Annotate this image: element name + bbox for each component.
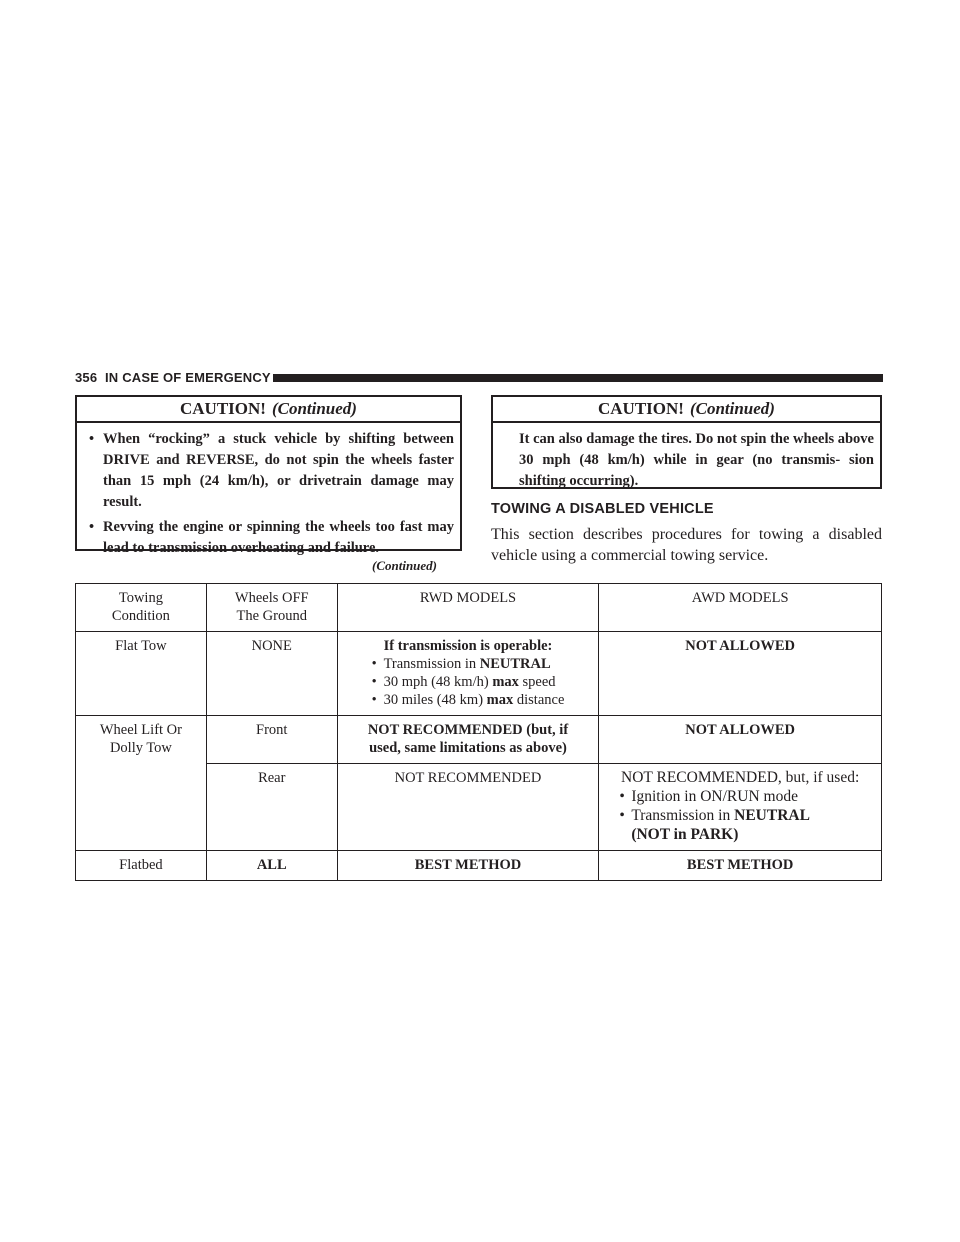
caution-body: It can also damage the tires. Do not spin the wheels above 30 mph (48 km/h) while in gear (no transmis- sion shifting occurring).	[519, 431, 874, 489]
caution-heading	[493, 397, 880, 423]
bullet-icon: •	[619, 788, 625, 805]
section-intro: This section describes procedures for towing a disabled vehicle using a commercial towing service.	[491, 526, 882, 564]
cell-condition: Flat Tow	[76, 632, 207, 716]
table-header-row	[76, 584, 882, 632]
cell-rwd: NOT RECOMMENDED	[337, 764, 599, 851]
caution-continued: (Continued)	[689, 399, 775, 418]
bullet-icon: •	[619, 807, 625, 824]
caution-title: CAUTION!	[598, 399, 684, 418]
bullet-icon: •	[371, 656, 377, 672]
caution-box-left	[75, 395, 462, 556]
cell-wheels: NONE	[206, 632, 337, 716]
list-item: • Transmission in NEUTRAL (NOT in PARK)	[619, 807, 810, 843]
list-item: • Ignition in ON/RUN mode	[619, 788, 798, 805]
caution-bullet	[83, 429, 454, 513]
cell-awd: BEST METHOD	[599, 851, 882, 881]
bullet-icon: •	[371, 674, 377, 690]
header-wheels-off: Wheels OFF The Ground	[206, 584, 337, 632]
cell-rwd: If transmission is operable: • Transmission in NEUTRAL • 30 mph (48 km/h) max speed • 30 miles (48 km) max distance	[337, 632, 599, 716]
cell-awd: NOT ALLOWED	[599, 632, 882, 716]
caution-heading	[77, 397, 460, 423]
cell-awd: NOT ALLOWED	[599, 716, 882, 764]
header-towing-condition: Towing Condition	[76, 584, 207, 632]
table-row	[76, 632, 882, 716]
continued-note: (Continued)	[372, 558, 438, 573]
caution-title: CAUTION!	[180, 399, 266, 418]
caution-bullet-text: Revving the engine or spinning the wheels too fast may lead to transmission overheating and failure.	[103, 519, 454, 556]
list-item: • 30 mph (48 km/h) max speed	[371, 674, 556, 690]
cell-rwd: NOT RECOMMENDED (but, if used, same limitations as above)	[337, 716, 599, 764]
cell-wheels: ALL	[206, 851, 337, 881]
bullet-icon: •	[89, 519, 95, 535]
caution-bullet	[83, 517, 454, 559]
section-heading: TOWING A DISABLED VEHICLE	[491, 501, 714, 517]
list-item: • 30 miles (48 km) max distance	[371, 692, 565, 708]
towing-table	[75, 583, 882, 881]
header-rule	[273, 374, 883, 382]
cell-rwd: BEST METHOD	[337, 851, 599, 881]
cell-wheels: Rear	[206, 764, 337, 851]
caution-bullet-text: When “rocking” a stuck vehicle by shifting between DRIVE and REVERSE, do not spin the wheels faster than 15 mph (24 km/h), or drivetrain damage may result.	[103, 431, 454, 510]
cell-condition: Flatbed	[76, 851, 207, 881]
page-header	[75, 370, 883, 386]
cell-wheels: Front	[206, 716, 337, 764]
cell-condition: Wheel Lift Or Dolly Tow	[76, 716, 207, 851]
section-title: IN CASE OF EMERGENCY	[105, 370, 271, 385]
caution-body	[77, 423, 460, 559]
page-number: 356	[75, 370, 98, 385]
cell-awd: NOT RECOMMENDED, but, if used: • Ignition in ON/RUN mode • Transmission in NEUTRAL (NOT in PARK)	[599, 764, 882, 851]
caution-box-right	[491, 395, 882, 489]
header-awd-models: AWD MODELS	[599, 584, 882, 632]
caution-continued: (Continued)	[271, 399, 357, 418]
table-row	[76, 716, 882, 764]
list-item: • Transmission in NEUTRAL	[371, 656, 551, 672]
table-row	[76, 851, 882, 881]
bullet-icon: •	[89, 431, 95, 447]
bullet-icon: •	[371, 692, 377, 708]
header-rwd-models: RWD MODELS	[337, 584, 599, 632]
